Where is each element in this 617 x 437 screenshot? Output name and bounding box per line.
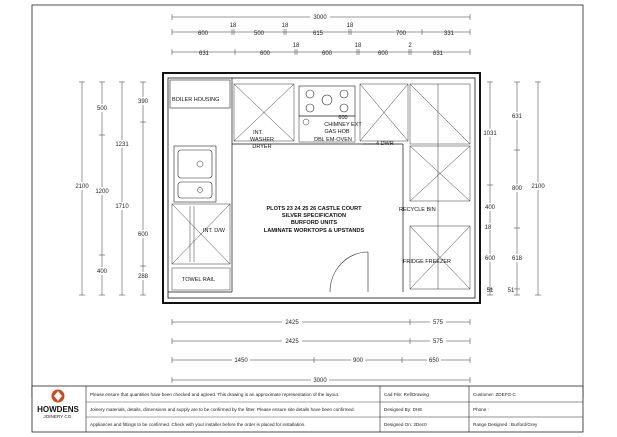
svg-text:2425: 2425 [285,339,299,345]
right-overall-dim: 2100 [531,184,545,190]
svg-text:390: 390 [137,99,149,105]
svg-text:INT.: INT. [253,130,263,136]
svg-text:600: 600 [377,51,389,57]
svg-text:600: 600 [338,115,348,121]
drawer-unit [363,141,394,147]
towel-rail-unit [172,268,230,290]
svg-text:700: 700 [395,31,407,37]
svg-text:JOINERY CO.: JOINERY CO. [43,414,73,419]
svg-text:CHIMNEY EXT: CHIMNEY EXT [324,122,362,128]
svg-text:575: 575 [432,339,444,345]
svg-text:TOWEL RAIL: TOWEL RAIL [182,277,216,283]
svg-text:BURFORD UNITS: BURFORD UNITS [290,220,338,226]
left-dimensions [79,82,146,295]
bottom-dimensions [172,319,470,383]
customer: Customer: ZDEFG-C [473,392,516,397]
svg-text:600: 600 [197,31,209,37]
svg-text:500: 500 [96,106,108,112]
svg-text:LAMINATE WORKTOPS & UPSTANDS: LAMINATE WORKTOPS & UPSTANDS [263,228,365,234]
svg-text:900: 900 [352,358,364,364]
svg-text:288: 288 [137,274,149,280]
svg-text:500: 500 [253,31,265,37]
fridge-freezer-label: FRIDGE FREEZER [403,259,451,265]
svg-text:631: 631 [511,114,523,120]
bottom-overall-dim: 3000 [313,378,327,384]
note-1: Please ensure that quantities have been checked and agreed. This drawing is an approximate representation of the layout. [90,392,340,397]
svg-text:631: 631 [198,51,210,57]
svg-text:600: 600 [137,232,149,238]
svg-text:18: 18 [484,225,492,231]
svg-text:SILVER SPECIFICATION: SILVER SPECIFICATION [281,213,347,219]
title-block [32,386,583,432]
sink-unit [174,146,216,202]
svg-text:51: 51 [486,288,494,294]
svg-text:18: 18 [346,23,354,29]
cad-file: Cad File: Ref/Drawing [384,392,429,397]
svg-text:2425: 2425 [285,320,299,326]
top-overall-dim: 3000 [313,15,327,21]
svg-text:618: 618 [511,256,523,262]
svg-text:615: 615 [312,31,324,37]
svg-text:1031: 1031 [483,131,497,137]
svg-text:400: 400 [484,205,496,211]
svg-text:575: 575 [432,320,444,326]
svg-text:600: 600 [484,256,496,262]
svg-text:18: 18 [281,23,289,29]
svg-text:650: 650 [428,358,440,364]
svg-text:400: 400 [96,269,108,275]
bottom-dimension-labels [232,318,446,384]
svg-text:51: 51 [507,288,515,294]
svg-text:1450: 1450 [234,358,248,364]
svg-text:331: 331 [443,31,455,37]
left-base-units [172,204,230,264]
sheet-border [32,5,583,397]
svg-text:18: 18 [292,43,300,49]
svg-text:800: 800 [511,186,523,192]
boiler-housing-unit [170,80,230,108]
gas-hob [299,86,362,143]
right-dimension-labels [483,112,545,294]
dishwasher-label: INT. D/W [203,228,225,234]
note-2: Joinery materials, details, dimensions and supply are to be confirmed by the fitter. Please ensure site details have been confirmed. [90,407,355,412]
svg-text:600: 600 [321,51,333,57]
svg-text:DRYER: DRYER [252,144,272,150]
svg-text:GAS HOB: GAS HOB [324,129,350,135]
svg-text:2: 2 [408,43,412,49]
svg-text:1200: 1200 [95,189,109,195]
designed-on: Designed On: 2Dec0 [384,422,427,427]
svg-text:PLOTS 23 24 25 26 CASTLE COURT: PLOTS 23 24 25 26 CASTLE COURT [266,206,362,212]
door-swing [330,252,370,292]
svg-text:1710: 1710 [115,204,129,210]
recycle-bin-label: RECYCLE BIN [399,207,436,213]
washer-dryer [250,130,274,150]
left-dimension-labels [75,97,150,280]
plan-title [264,206,365,234]
svg-text:BOILER HOUSING: BOILER HOUSING [172,97,220,103]
range-designed: Range Designed : Burford/Grey [473,422,538,427]
svg-text:600: 600 [259,51,271,57]
svg-text:DBL EM-OVEN: DBL EM-OVEN [314,137,352,143]
svg-text:18: 18 [229,23,237,29]
svg-text:631: 631 [432,51,444,57]
left-overall-dim: 2100 [75,184,89,190]
top-dimension-labels [198,13,455,57]
svg-text:4 DWR: 4 DWR [376,141,394,147]
phone: Phone : [473,407,489,412]
svg-text:18: 18 [354,43,362,49]
svg-text:WASHER: WASHER [250,137,274,143]
note-3: Appliances and fittings to be confirmed. Check with your installer before the order is placed for installation. [90,422,306,427]
designed-by: Designed By: DHE [384,407,423,412]
svg-text:1231: 1231 [115,142,129,148]
howdens-logo: HOWDENS [37,405,79,414]
